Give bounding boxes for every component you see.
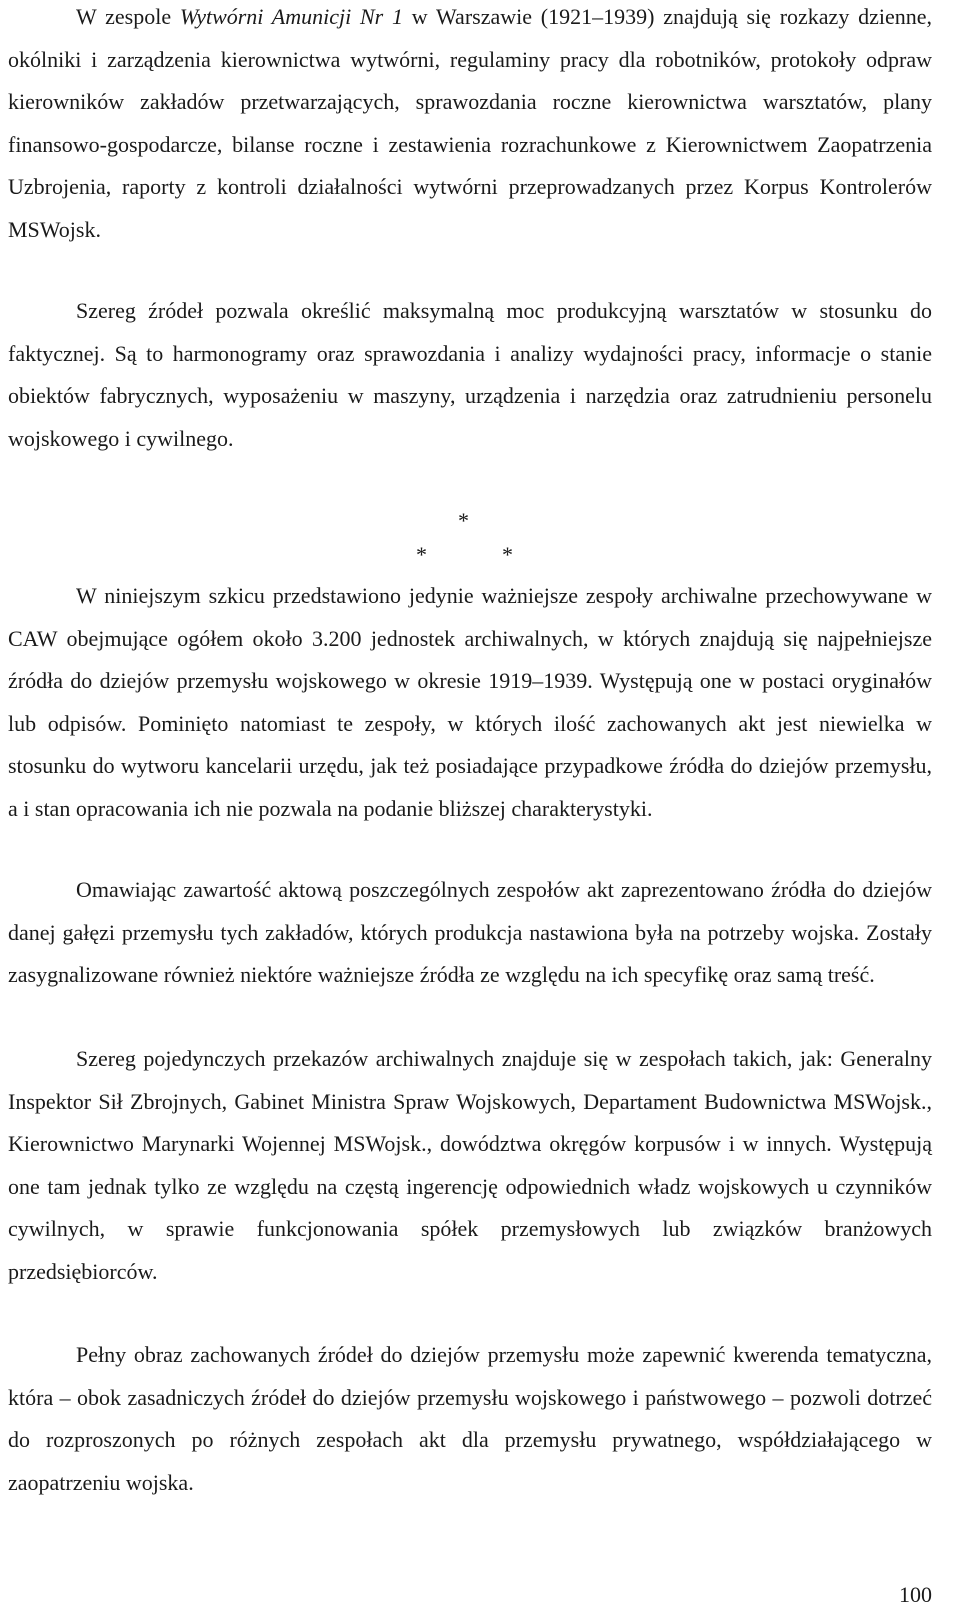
fond-name-italic: Wytwórni Amunicji Nr 1 — [179, 4, 404, 29]
paragraph-1 — [8, 0, 932, 251]
paragraph-4: Omawiając zawartość aktową poszczególnych zespołów akt zaprezentowano źródła do dziejów danej gałęzi przemysłu tych zakładów, których produkcja nastawiona była na potrzeby wojska. Zostały zasygnalizowane również niektóre ważniejsze źródła ze względu na ich specyfikę oraz samą treść. — [8, 877, 932, 987]
paragraph-5: Szereg pojedynczych przekazów archiwalnych znajduje się w zespołach takich, jak: Generalny Inspektor Sił Zbrojnych, Gabinet Ministra Spraw Wojskowych, Departament Budownictwa MSWojsk., Kierownictwo Marynarki Wojennej MSWojsk., dowództwa okręgów korpusów i w innych. Występują one tam jednak tylko ze względu na częstą ingerencję odpowiednich władz wojskowych u czynników cywilnych, w sprawie funkcjonowania spółek przemysłowych lub związków branżowych przedsiębiorców. — [8, 1046, 932, 1284]
paragraph-1-start: W zespole — [76, 4, 180, 29]
separator-asterisk-left: * — [416, 542, 427, 567]
separator-asterisk-top: * — [458, 508, 469, 533]
paragraph-2: Szereg źródeł pozwala określić maksymalną moc produkcyjną warsztatów w stosunku do faktycznej. Są to harmonogramy oraz sprawozdania i analizy wydajności pracy, informacje o stanie obiektów fabrycznych, wyposażeniu w maszyny, urządzenia i narzędzia oraz zatrudnieniu personelu wojskowego i cywilnego. — [8, 298, 932, 451]
paragraph-3: W niniejszym szkicu przedstawiono jedynie ważniejsze zespoły archiwalne przechowywane w CAW obejmujące ogółem około 3.200 jednostek archiwalnych, w których znajdują się najpełniejsze źródła do dziejów przemysłu wojskowego w okresie 1919–1939. Występują one w postaci oryginałów lub odpisów. Pominięto natomiast te zespoły, w których ilość zachowanych akt jest niewielka w stosunku do wytworu kancelarii urzędu, jak też posiadające przypadkowe źródła do dziejów przemysłu, a i stan opracowania ich nie pozwala na podanie bliższej charakterystyki. — [8, 583, 932, 821]
page-number: 100 — [899, 1582, 932, 1607]
paragraph-1-rest: w Warszawie (1921–1939) znajdują się rozkazy dzienne, okólniki i zarządzenia kierownictwa wytwórni, regulaminy pracy dla robotników, protokoły odpraw kierowników zakładów przetwarzających, sprawozdania roczne kierownictwa warsztatów, plany finansowo-gospodarcze, bilanse roczne i zestawienia rozrachunkowe z Kierownictwem Zaopatrzenia Uzbrojenia, raporty z kontroli działalności wytwórni przeprowadzanych przez Korpus Kontrolerów MSWojsk. — [8, 4, 933, 242]
separator-asterisk-right: * — [502, 542, 513, 567]
paragraph-6: Pełny obraz zachowanych źródeł do dziejów przemysłu może zapewnić kwerenda tematyczna, która – obok zasadniczych źródeł do dziejów przemysłu wojskowego i państwowego – pozwoli dotrzeć do rozproszonych po różnych zespołach akt dla przemysłu prywatnego, współdziałającego w zaopatrzeniu wojska. — [8, 1342, 932, 1495]
